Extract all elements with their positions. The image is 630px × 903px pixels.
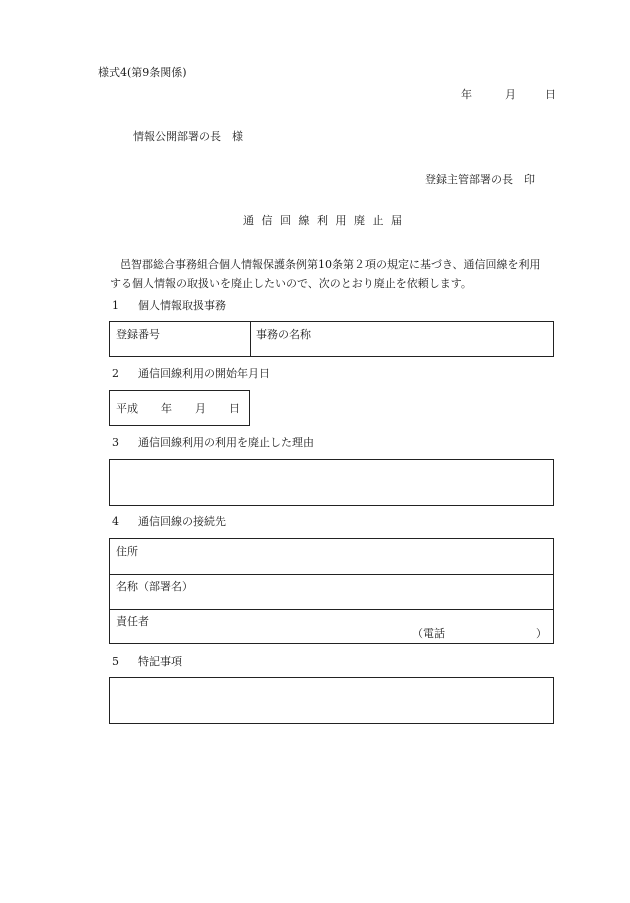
form-number: 様式4(第9条関係) bbox=[98, 66, 187, 79]
phone-close-label: ） bbox=[536, 627, 547, 640]
section-5-notes-box[interactable] bbox=[109, 677, 554, 724]
header-day-label: 日 bbox=[545, 88, 556, 101]
section-3-reason-box[interactable] bbox=[109, 459, 554, 506]
section-3-heading bbox=[112, 437, 314, 448]
section-1-heading bbox=[112, 300, 226, 311]
addressee: 情報公開部署の長 様 bbox=[133, 130, 243, 143]
body-line-1: 邑智郡総合事務組合個人情報保護条例第10条第２項の規定に基づき、通信回線を利用 bbox=[120, 258, 541, 271]
section-2-heading bbox=[112, 368, 270, 379]
row-divider bbox=[110, 609, 553, 610]
header-month-label: 月 bbox=[505, 88, 516, 101]
section-number: 4 bbox=[112, 515, 119, 528]
year-label: 年 bbox=[161, 402, 172, 415]
address-label: 住所 bbox=[116, 545, 138, 558]
header-date bbox=[461, 89, 556, 100]
row-divider bbox=[110, 574, 553, 575]
section-number: 3 bbox=[112, 436, 119, 449]
body-line-2: する個人情報の取扱いを廃止したいので、次のとおり廃止を依頼します。 bbox=[110, 277, 472, 290]
day-label: 日 bbox=[229, 402, 240, 415]
registration-number-label: 登録番号 bbox=[116, 328, 160, 341]
section-number: 5 bbox=[112, 655, 119, 668]
sender: 登録主管部署の長 印 bbox=[425, 173, 535, 186]
phone-open-label: （電話 bbox=[412, 627, 445, 640]
section-4-heading bbox=[112, 516, 226, 527]
section-2-date-box bbox=[109, 390, 250, 426]
office-name-label: 事務の名称 bbox=[256, 328, 311, 341]
section-title: 個人情報取扱事務 bbox=[138, 299, 226, 312]
section-title: 特記事項 bbox=[138, 655, 182, 668]
header-year-label: 年 bbox=[461, 88, 472, 101]
table-divider bbox=[250, 322, 251, 356]
manager-label: 責任者 bbox=[116, 615, 149, 628]
month-label: 月 bbox=[195, 402, 206, 415]
era-label: 平成 bbox=[116, 402, 138, 415]
section-number: 2 bbox=[112, 367, 119, 380]
start-date-fields bbox=[116, 403, 240, 414]
document-title: 通 信 回 線 利 用 廃 止 届 bbox=[243, 214, 404, 227]
section-1-table bbox=[109, 321, 554, 357]
section-title: 通信回線の接続先 bbox=[138, 515, 226, 528]
section-5-heading bbox=[112, 656, 182, 667]
department-name-label: 名称（部署名） bbox=[116, 580, 193, 593]
section-title: 通信回線利用の利用を廃止した理由 bbox=[138, 436, 314, 449]
section-4-table bbox=[109, 538, 554, 644]
section-title: 通信回線利用の開始年月日 bbox=[138, 367, 270, 380]
section-number: 1 bbox=[112, 299, 119, 312]
